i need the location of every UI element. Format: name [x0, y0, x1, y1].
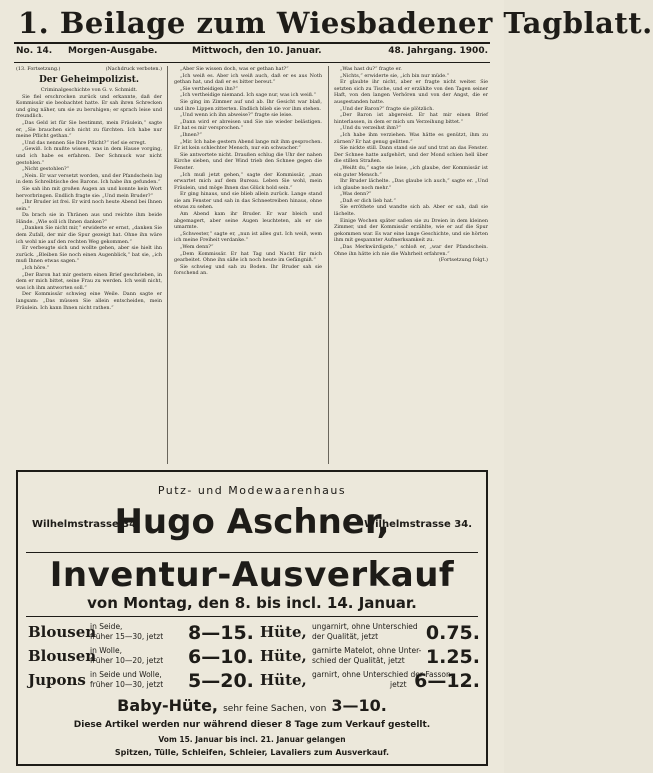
hat-offer-item: [260, 622, 480, 646]
story-paragraph: „Ich muß jetzt gehen,“ sagte der Kommissär, „man erwartet mich auf dem Bureau. Leben Sie wohl, mein Fräulein, und möge Ihnen das Glück hold sein.“: [174, 171, 322, 191]
hat-detail: garnirt, ohne Unterschied der Fasson,: [312, 670, 454, 679]
offer-detail: früher 10—30, jetzt: [90, 680, 164, 689]
story-paragraph: „Das Merkwürdigste,“ schloß er, „war der Pfandschein. Ohne ihn hätte ich nie die Wahrheit erfahren.“: [334, 244, 488, 257]
story-paragraph: „Der Baron hat mir gestern einen Brief geschrieben, in dem er mich bittet, seine Frau zu werden. Ich weiß nicht, was ich ihm antworten soll.“: [16, 271, 162, 291]
story-reprint-note: (Nachdruck verboten.): [105, 66, 162, 72]
issue-line: [16, 46, 488, 60]
hat-label: Hüte,: [260, 623, 307, 641]
offer-item: [28, 670, 254, 694]
story-paragraph: Sie fiel erschrocken zurück und erkannte, daß der Kommissär sie beobachtet hatte. Er sah ihren Schrecken und ging näher, um sie zu beruhigen; er sprach leise und freundlich.: [16, 93, 162, 120]
story-paragraph: „Daß er dich lieb hat.“: [340, 197, 396, 204]
ad-offers: [28, 622, 480, 694]
story-column-2-body: [174, 66, 322, 277]
offer-price: 8—15.: [188, 622, 254, 644]
story-paragraph: „Ich habe ihm verziehen. Was hätte es genützt, ihm zu zürnen? Er hat genug gelitten.“: [334, 131, 488, 145]
hat-detail: schied der Qualität, jetzt: [312, 656, 405, 665]
story-header-row: [16, 66, 162, 73]
story-paragraph: Sie antwortete nicht. Draußen schlug die Uhr der nahen Kirche sieben, und der Wind trieb den Schnee gegen die Fenster.: [174, 151, 322, 171]
story-column-1: [16, 66, 162, 464]
story-paragraph: „Was hast du?“ fragte er.: [340, 66, 402, 72]
offer-price: 6—10.: [188, 646, 254, 668]
story-column-3: [334, 66, 488, 464]
story-paragraph: „Dem Kommissär. Er hat Tag und Nacht für mich gearbeitet. Ohne ihn säße ich noch heute im Gefängniß.“: [174, 250, 322, 264]
story-paragraph: Er ging hinaus, und sie blieb allein zurück. Lange stand sie am Fenster und sah in das Schneetreiben hinaus, ohne etwas zu sehen.: [174, 191, 322, 211]
to-be-continued: (Fortsetzung folgt.): [438, 257, 488, 264]
hat-detail: jetzt: [390, 680, 407, 689]
story-paragraph: Sie ging im Zimmer auf und ab. Ihr Gesicht war blaß, und ihre Lippen zitterten. Endlich blieb sie vor ihm stehen.: [174, 98, 322, 112]
baby-hats-label: Baby-Hüte,: [117, 696, 218, 715]
story-continuation: (13. Fortsetzung.): [16, 66, 61, 72]
baby-hats-offer: [18, 696, 486, 715]
offer-detail: in Wolle,: [90, 646, 122, 655]
offer-item: [28, 622, 254, 646]
story-paragraph: „Wem denn?“: [180, 244, 214, 251]
hat-offer-item: [260, 670, 480, 694]
offer-detail: früher 15—30, jetzt: [90, 632, 164, 641]
hat-detail: der Qualität, jetzt: [312, 632, 379, 641]
masthead: 1. Beilage zum Wiesbadener Tagblatt.: [18, 6, 653, 40]
story-paragraph: Sie schwieg und sah zu Boden. Ihr Bruder sah sie forschend an.: [174, 263, 322, 277]
story-title: Der Geheimpolizist.: [38, 74, 140, 85]
offer-label: Blousen: [28, 623, 97, 641]
story-paragraph: Am Abend kam ihr Bruder. Er war bleich und abgemagert, aber seine Augen leuchteten, als er sie umarmte.: [174, 211, 322, 231]
story-paragraph: „Das Geld ist für Sie bestimmt, mein Fräulein,“ sagte er, „Sie brauchen sich nicht zu fürchten. Ich habe nur meine Pflicht gethan.“: [16, 119, 162, 140]
story-paragraph: Sie sah ihn mit großen Augen an und konnte kein Wort hervorbringen. Endlich fragte sie: „Und mein Bruder?“: [16, 185, 162, 199]
story-paragraph: „Sie vertheidigen ihn?“: [180, 85, 238, 92]
masthead-rule: [14, 42, 490, 44]
story-paragraph: „Ihr Bruder ist frei. Er wird noch heute Abend bei Ihnen sein.“: [16, 199, 163, 212]
story-paragraph: „Und du verzeihst ihm?“: [340, 125, 402, 132]
hat-label: Hüte,: [260, 671, 307, 689]
offer-detail: in Seide und Wolle,: [90, 670, 162, 679]
story-column-1-body: [16, 94, 162, 312]
story-paragraph: „Weißt du,“ sagte sie leise, „ich glaube, der Kommissär ist ein guter Mensch.“: [334, 164, 488, 178]
story-paragraph: Er glaubte ihr nicht, aber er fragte nicht weiter. Sie setzten sich zu Tische, und er erzählte von den Tagen seiner Haft, von den langen Verhören und von der Angst, die er ausgestanden hatte.: [334, 79, 488, 105]
baby-hats-price: 3—10.: [331, 696, 387, 715]
offer-detail: in Seide,: [90, 622, 123, 631]
ad-title: Inventur-Ausverkauf: [49, 555, 455, 595]
hat-detail: ungarnirt, ohne Unterschied: [312, 622, 418, 631]
issue-edition: Morgen-Ausgabe.: [68, 46, 158, 56]
offer-item: [28, 646, 254, 670]
story-column-2: [174, 66, 322, 464]
story-paragraph: „Ihnen?“: [180, 131, 202, 138]
ad-extra-items: Spitzen, Tülle, Schleifen, Schleier, Lavaliers zum Ausverkauf.: [114, 748, 390, 757]
story-paragraph: „Schwester,“ sagte er, „nun ist alles gut. Ich weiß, wem ich meine Freiheit verdanke.“: [174, 230, 322, 244]
story-paragraph: „Danken Sie nicht mir,“ erwiderte er ernst, „danken Sie dem Zufall, der mir die Spur gezeigt hat. Ohne ihn wäre ich wohl nie auf den rechten Weg gekommen.“: [16, 225, 162, 245]
story-paragraph: „Und der Baron?“ fragte sie plötzlich.: [340, 105, 434, 112]
story-paragraph: Da brach sie in Thränen aus und reichte ihm beide Hände. „Wie soll ich Ihnen danken?“: [16, 212, 162, 225]
ad-divider: [26, 616, 478, 617]
offer-label: Blousen: [28, 647, 97, 665]
story-paragraph: „Ich vertheidige niemand. Ich sage nur, was ich weiß.“: [180, 92, 317, 99]
hat-price: 6—12.: [414, 670, 480, 692]
ad-street-left: Wilhelmstrasse 34.: [32, 519, 140, 530]
story-paragraph: Sie nickte still. Dann stand sie auf und trat an das Fenster. Der Schnee hatte aufgehört, und der Mond schien hell über die stillen Straßen.: [334, 145, 488, 165]
ad-kicker: Putz- und Modewaarenhaus: [157, 484, 347, 497]
story-paragraph: „Ich höre.“: [22, 265, 50, 272]
story-paragraph: „Und wenn ich ihn abweise?“ fragte sie leise.: [180, 112, 293, 119]
column-divider: [328, 66, 329, 464]
hat-price: 0.75.: [425, 622, 480, 644]
story-paragraph: „Gewiß. Ich mußte wissen, was in dem Hause vorging, und ich habe es erfahren. Der Schmuck war nicht gestohlen.“: [16, 146, 162, 166]
issue-volume: 48. Jahrgang. 1900.: [388, 46, 488, 56]
story-paragraph: Er verbeugte sich und wollte gehen, aber sie hielt ihn zurück. „Bleiben Sie noch einen Augenblick,“ bat sie, „ich muß Ihnen etwas sagen.“: [16, 245, 162, 265]
ad-street-right: Wilhelmstrasse 34.: [364, 519, 472, 530]
story-paragraph: „Nein. Er war versetzt worden, und der Pfandschein lag in dem Schreibtische des Barons. Ich habe ihn gefunden.“: [16, 172, 162, 186]
story-paragraph: Einige Wochen später saßen sie zu Dreien in dem kleinen Zimmer, und der Kommissär erzählte, wie er auf die Spur gekommen war. Es war eine lange Geschichte, und sie hörten ihm mit gespannter Aufmerksamkeit zu.: [334, 217, 488, 244]
hat-label: Hüte,: [260, 647, 307, 665]
story-paragraph: „Ich weiß es. Aber ich weiß auch, daß er es aus Noth gethan hat, und daß er es bitter bereut.“: [174, 72, 322, 86]
story-paragraph: „Mir. Ich habe gestern Abend lange mit ihm gesprochen. Er ist kein schlechter Mensch, nur ein schwacher.“: [174, 138, 322, 152]
baby-hats-detail: sehr feine Sachen, von: [223, 704, 327, 714]
ad-dates: von Montag, den 8. bis incl. 14. Januar.: [87, 594, 417, 612]
issue-date: Mittwoch, den 10. Januar.: [192, 46, 322, 56]
hat-detail: garnirte Matelot, ohne Unter-: [312, 646, 422, 655]
advertisement: [16, 470, 488, 766]
ad-divider: [26, 552, 478, 553]
ad-note: Diese Artikel werden nur während dieser 8 Tage zum Verkauf gestellt.: [73, 720, 431, 730]
story-column-3-body: [334, 66, 488, 257]
ad-period: Vom 15. Januar bis incl. 21. Januar gelangen: [158, 735, 346, 744]
hat-price: 1.25.: [425, 646, 480, 668]
story-paragraph: Sie erröthete und wandte sich ab. Aber er sah, daß sie lächelte.: [334, 204, 488, 218]
story-paragraph: Ihr Bruder lächelte. „Das glaube ich auch,“ sagte er. „Und ich glaube noch mehr.“: [334, 178, 488, 191]
story-paragraph: „Und das nennen Sie Ihre Pflicht?“ rief sie erregt.: [22, 139, 147, 146]
issue-number: No. 14.: [16, 46, 53, 56]
story-paragraph: Der Kommissär schwieg eine Weile. Dann sagte er langsam: „Das müssen Sie allein entscheiden, mein Fräulein. Ich kann Ihnen nicht rathen.“: [16, 291, 162, 311]
ad-shop-name: Hugo Aschner,: [114, 502, 390, 542]
column-divider: [167, 66, 168, 464]
issue-rule: [14, 62, 490, 63]
story-paragraph: „Der Baron ist abgereist. Er hat mir einen Brief hinterlassen, in dem er mich um Verzeihung bittet.“: [334, 112, 488, 125]
story-paragraph: „Nichts,“ erwiderte sie, „ich bin nur müde.“: [340, 72, 450, 79]
story-paragraph: „Was denn?“: [340, 191, 372, 198]
offer-detail: früher 10—20, jetzt: [90, 656, 164, 665]
offer-price: 5—20.: [188, 670, 254, 692]
story-paragraph: „Aber Sie wissen doch, was er gethan hat?“: [180, 66, 289, 72]
story-subtitle: Criminalgeschichte von G. v. Schmidt.: [40, 86, 138, 93]
hat-offer-item: [260, 646, 480, 670]
story-paragraph: „Dann wird er abreisen und Sie nie wieder belästigen. Er hat es mir versprochen.“: [174, 118, 322, 132]
story-paragraph: „Nicht gestohlen?“: [22, 166, 70, 173]
offer-label: Jupons: [28, 671, 86, 689]
